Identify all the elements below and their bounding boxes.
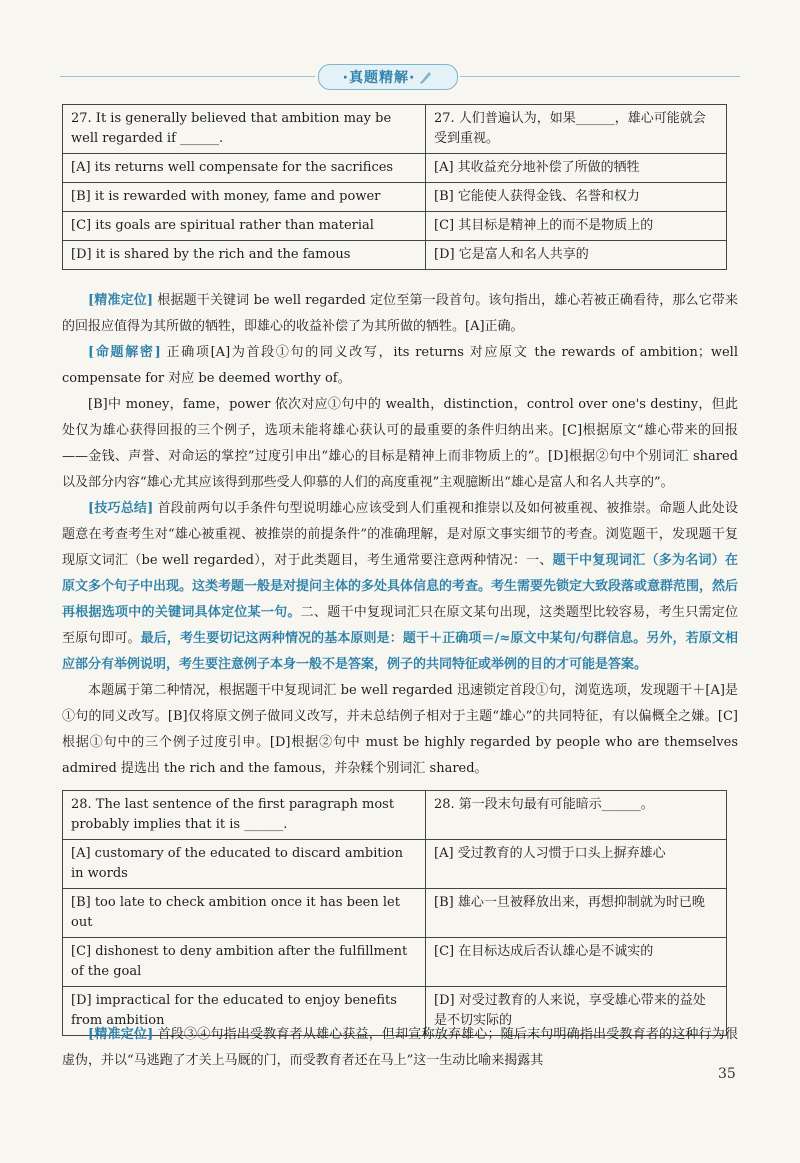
analysis-27-decoding-text: 正确项[A]为首段①句的同义改写，its returns 对应原文 the rewards of ambition；well compensate for 对应 be deemed worthy of。 [62,345,738,386]
q28-stem-zh: 28. 第一段末句最有可能暗示______。 [426,791,727,840]
section-header [0,62,800,90]
q28-option-c-zh: [C] 在目标达成后否认雄心是不诚实的 [426,938,727,987]
analysis-28-positioning [62,1022,738,1074]
table-row [63,889,727,938]
table-row [63,183,727,212]
skills-text-a: 首段前两句以手条件句型说明雄心应该受到人们重视和推崇以及如何被重视、被推崇。命题人此处设题意在考查考生对“雄心被重视、被推崇的前提条件”的准确理解，是对原文事实细节的考查。浏览题干，发现题干复现原文词汇（be well regarded），对于此类题目，考生通常要注意两种情况：一、 [62,501,738,568]
q27-stem-zh: 27. 人们普遍认为，如果______，雄心可能就会受到重视。 [426,105,727,154]
q28-stem-en: 28. The last sentence of the first paragraph most probably implies that it is ______. [63,791,426,840]
skills-highlight-1: 题干中复现词汇（多为名词）在原文多个句子中出现。这类考题一般是对提问主体的多处具体信息的考查。考生需要先锁定大致段落或意群范围，然后再根据选项中的关键词具体定位某一句。 [62,553,739,620]
section-title: ·真题精解· [342,70,416,86]
q28-option-b-zh: [B] 雄心一旦被释放出来，再想抑制就为时已晚 [426,889,727,938]
analysis-27 [62,288,738,782]
q28-option-c-en: [C] dishonest to deny ambition after the fulfillment of the goal [63,938,426,987]
question-28-table [62,790,727,1036]
table-row [63,840,727,889]
table-row [63,154,727,183]
q27-stem-en: 27. It is generally believed that ambition may be well regarded if ______. [63,105,426,154]
table-row [63,105,727,154]
analysis-27-positioning [62,288,738,340]
analysis-28-positioning-text: 首段③④句指出受教育者从雄心获益，但却宣称放弃雄心；随后末句明确指出受教育者的这种行为很虚伪，并以“马逃跑了才关上马厩的门，而受教育者还在马上”这一生动比喻来揭露其 [62,1027,738,1068]
q27-option-d-en: [D] it is shared by the rich and the famous [63,241,426,270]
section-badge [318,64,458,90]
q27-option-b-zh: [B] 它能使人获得金钱、名誉和权力 [426,183,727,212]
table-row [63,791,727,840]
skills-highlight-2: 最后，考生要切记这两种情况的基本原则是：题干＋正确项＝/≈原文中某句/句群信息。另外，若原文相应部分有举例说明，考生要注意例子本身一般不是答案，例子的共同特征或举例的目的才可能是答案。 [62,631,738,672]
table-row [63,241,727,270]
tag-decoding: [命题解密] [88,345,161,360]
q28-option-d-en: [D] impractical for the educated to enjoy benefits from ambition [63,987,426,1036]
q27-option-a-zh: [A] 其收益充分地补偿了所做的牺牲 [426,154,727,183]
page-number: 35 [718,1066,736,1082]
q27-option-b-en: [B] it is rewarded with money, fame and power [63,183,426,212]
q28-option-d-zh: [D] 对受过教育的人来说，享受雄心带来的益处是不切实际的 [426,987,727,1036]
q27-option-d-zh: [D] 它是富人和名人共享的 [426,241,727,270]
skills-text-c: 二、题干中复现词汇只在原文某句出现，这类题型比较容易，考生只需定位至原句即可。 [62,605,738,646]
analysis-28 [62,1022,738,1074]
tag-positioning: [精准定位] [88,1027,154,1042]
pen-icon [419,70,433,84]
header-rule-left [60,76,315,77]
analysis-27-positioning-text: 根据题干关键词 be well regarded 定位至第一段首句。该句指出，雄心若被正确看待，那么它带来的回报应值得为其所做的牺牲，即雄心的收益补偿了为其所做的牺牲。[A]正确。 [62,293,738,334]
question-27-table [62,104,727,270]
q28-option-a-en: [A] customary of the educated to discard ambition in words [63,840,426,889]
table-row [63,212,727,241]
analysis-27-skills [62,496,738,678]
table-row [63,938,727,987]
analysis-27-application: 本题属于第二种情况，根据题干中复现词汇 be well regarded 迅速锁定首段①句，浏览选项，发现题干＋[A]是①句的同义改写。[B]仅将原文例子做同义改写，并未总结例子相对于主题“雄心”的共同特征，有以偏概全之嫌。[C]根据①句中的三个例子过度引申。[D]根据②句中 must be highly regarded by people who are themselves admired 提选出 the rich and the famous，并杂糅个别词汇 shared。 [62,683,738,776]
q28-option-a-zh: [A] 受过教育的人习惯于口头上摒弃雄心 [426,840,727,889]
tag-positioning: [精准定位] [88,293,154,308]
tag-skills: [技巧总结] [88,501,154,516]
q27-option-c-zh: [C] 其目标是精神上的而不是物质上的 [426,212,727,241]
analysis-27-decoding [62,340,738,392]
analysis-27-distractors: [B]中 money，fame，power 依次对应①句中的 wealth，distinction，control over one's destiny，但此处仅为雄心获得回报的三个例子，选项未能将雄心获认可的最重要的条件归纳出来。[C]根据原文“雄心带来的回报——金钱、声誉、对命运的掌控”过度引申出“雄心的目标是精神上而非物质上的”。[D]根据②句中个别词汇 shared 以及部分内容“雄心尤其应该得到那些受人仰慕的人们的高度重视”主观臆断出“雄心是富人和名人共享的”。 [62,397,738,490]
q27-option-c-en: [C] its goals are spiritual rather than material [63,212,426,241]
q27-option-a-en: [A] its returns well compensate for the sacrifices [63,154,426,183]
header-rule-right [460,76,740,77]
q28-option-b-en: [B] too late to check ambition once it has been let out [63,889,426,938]
